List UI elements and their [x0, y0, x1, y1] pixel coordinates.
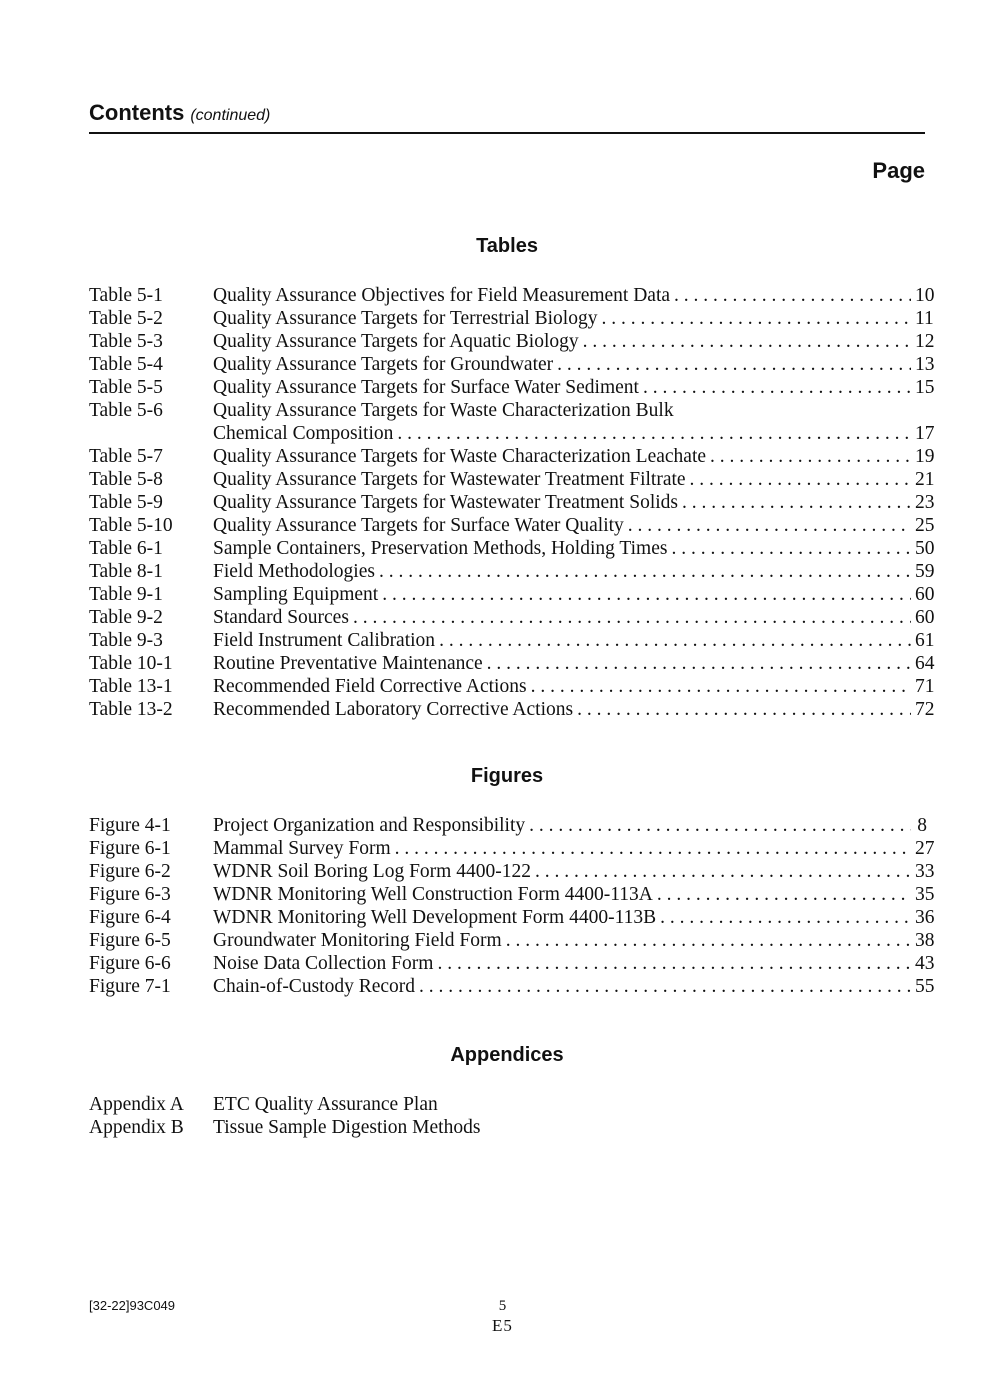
- toc-entry: [89, 652, 935, 675]
- entry-row: [213, 330, 935, 353]
- entry-title: Sample Containers, Preservation Methods, Holding Times: [213, 538, 668, 559]
- entry-page-number: 19: [915, 446, 935, 467]
- entry-row: [213, 606, 935, 629]
- entry-page-number: 36: [915, 907, 935, 928]
- entry-row: [213, 422, 935, 445]
- header-subtitle: (continued): [190, 107, 271, 124]
- page-footer: [0, 1296, 1005, 1336]
- entry-label: Table 5-1: [89, 285, 163, 306]
- entry-title-line1: Quality Assurance Targets for Waste Characterization Bulk: [213, 400, 674, 421]
- entry-page-number: 55: [915, 976, 935, 997]
- dot-leader: [437, 952, 911, 975]
- entry-label: Table 5-9: [89, 492, 163, 513]
- toc-entry: [89, 468, 935, 491]
- entry-row: [213, 906, 935, 929]
- entry-row: [213, 353, 935, 376]
- entry-body: [213, 330, 935, 353]
- entry-title: Quality Assurance Targets for Waste Characterization Leachate: [213, 446, 707, 467]
- dot-leader: [690, 468, 911, 491]
- toc-entry: [89, 837, 935, 860]
- entry-row: [213, 1093, 927, 1116]
- entry-label: Figure 6-2: [89, 861, 171, 882]
- entry-body: [213, 537, 935, 560]
- entry-page-number: 71: [915, 676, 935, 697]
- toc-entry: [89, 307, 934, 330]
- entry-row: [213, 629, 935, 652]
- entry-label: Table 10-1: [89, 653, 173, 674]
- entry-label: Table 8-1: [89, 561, 163, 582]
- dot-leader: [674, 284, 911, 307]
- tables-list: [89, 284, 935, 721]
- entry-title: Recommended Laboratory Corrective Actions: [213, 699, 574, 720]
- entry-label: Table 5-8: [89, 469, 163, 490]
- entry-body: [213, 284, 935, 307]
- dot-leader: [419, 975, 911, 998]
- dot-leader: [660, 906, 911, 929]
- dot-leader: [439, 629, 911, 652]
- entry-body: [213, 376, 935, 399]
- entry-label: Table 13-2: [89, 699, 173, 720]
- toc-entry: [89, 629, 935, 652]
- page-header: [89, 100, 270, 126]
- entry-title: Mammal Survey Form: [213, 838, 391, 859]
- toc-entry: [89, 583, 935, 606]
- entry-page-number: 13: [915, 354, 935, 375]
- entry-label: Table 5-6: [89, 400, 163, 421]
- toc-entry: [89, 860, 935, 883]
- header-rule: [89, 132, 925, 134]
- dot-leader: [671, 537, 911, 560]
- entry-title: WDNR Soil Boring Log Form 4400-122: [213, 861, 531, 882]
- entry-body: [213, 675, 935, 698]
- toc-entry: [89, 906, 935, 929]
- entry-title: Noise Data Collection Form: [213, 953, 434, 974]
- entry-body: [213, 399, 935, 445]
- entry-label: Appendix A: [89, 1094, 184, 1115]
- toc-entry: [89, 491, 935, 514]
- entry-title: Quality Assurance Targets for Aquatic Biology: [213, 331, 579, 352]
- toc-entry: [89, 284, 935, 307]
- figures-list: [89, 814, 935, 998]
- dot-leader: [397, 422, 911, 445]
- toc-entry: [89, 675, 935, 698]
- toc-entry: [89, 1116, 927, 1139]
- entry-body: [213, 445, 935, 468]
- entry-title: Routine Preventative Maintenance: [213, 653, 483, 674]
- entry-label: Table 9-2: [89, 607, 163, 628]
- entry-title: Quality Assurance Targets for Wastewater Treatment Filtrate: [213, 469, 686, 490]
- toc-entry: [89, 399, 935, 445]
- document-code: [32-22]93C049: [89, 1298, 176, 1313]
- appendices-heading: Appendices: [450, 1044, 564, 1066]
- entry-title: Quality Assurance Targets for Groundwater: [213, 354, 554, 375]
- entry-body: [213, 353, 935, 376]
- entry-page-number: 50: [915, 538, 935, 559]
- dot-leader: [395, 837, 911, 860]
- entry-page-number: 23: [915, 492, 935, 513]
- entry-body: [213, 629, 935, 652]
- entry-title: Standard Sources: [213, 607, 349, 628]
- toc-entry: [89, 606, 935, 629]
- dot-leader: [382, 583, 911, 606]
- entry-body: [213, 560, 935, 583]
- entry-body: [213, 814, 927, 837]
- entry-row: [213, 376, 935, 399]
- entry-body: [213, 606, 935, 629]
- entry-title: WDNR Monitoring Well Construction Form 4400-113A: [213, 884, 653, 905]
- entry-label: Table 5-5: [89, 377, 163, 398]
- entry-page-number: 72: [915, 699, 935, 720]
- entry-body: [213, 883, 935, 906]
- entry-body: [213, 698, 935, 721]
- toc-entry: [89, 929, 935, 952]
- entry-page-number: 60: [915, 607, 935, 628]
- entry-row: [213, 1116, 927, 1139]
- dot-leader: [628, 514, 911, 537]
- header-title: Contents: [89, 100, 185, 125]
- entry-label: Table 5-4: [89, 354, 163, 375]
- entry-row: [213, 445, 935, 468]
- dot-leader: [657, 883, 911, 906]
- entry-title: Field Instrument Calibration: [213, 630, 436, 651]
- entry-label: Figure 6-5: [89, 930, 171, 951]
- entry-body: [213, 952, 935, 975]
- dot-leader: [379, 560, 911, 583]
- toc-entry: [89, 952, 935, 975]
- entry-body: [213, 860, 935, 883]
- entry-page-number: 8: [917, 815, 927, 836]
- dot-leader: [529, 814, 911, 837]
- entry-label: Table 9-3: [89, 630, 163, 651]
- entry-title: WDNR Monitoring Well Development Form 4400-113B: [213, 907, 657, 928]
- toc-entry: [89, 975, 935, 998]
- appendices-list: [89, 1093, 927, 1139]
- dot-leader: [557, 353, 911, 376]
- entry-body: [213, 906, 935, 929]
- dot-leader: [682, 491, 911, 514]
- entry-page-number: 35: [915, 884, 935, 905]
- entry-title: Field Methodologies: [213, 561, 375, 582]
- toc-entry: [89, 560, 935, 583]
- entry-page-number: 59: [915, 561, 935, 582]
- toc-entry: [89, 330, 935, 353]
- toc-entry: [89, 537, 935, 560]
- figures-heading: Figures: [470, 765, 544, 787]
- dot-leader: [506, 929, 911, 952]
- entry-title: Groundwater Monitoring Field Form: [213, 930, 502, 951]
- entry-title: Recommended Field Corrective Actions: [213, 676, 527, 697]
- entry-label: Figure 6-6: [89, 953, 171, 974]
- entry-label: Table 5-7: [89, 446, 163, 467]
- toc-entry: [89, 353, 935, 376]
- entry-body: [213, 514, 935, 537]
- dot-leader: [487, 652, 911, 675]
- entry-row: [213, 307, 934, 330]
- entry-label: Table 5-3: [89, 331, 163, 352]
- toc-entry: [89, 1093, 927, 1116]
- entry-body: [213, 652, 935, 675]
- toc-entry: [89, 883, 935, 906]
- entry-body: [213, 1093, 927, 1116]
- entry-row: [213, 929, 935, 952]
- entry-title: Quality Assurance Targets for Surface Water Sediment: [213, 377, 639, 398]
- page-code: E5: [492, 1316, 513, 1335]
- entry-label: Table 5-10: [89, 515, 173, 536]
- entry-page-number: 21: [915, 469, 935, 490]
- entry-page-number: 33: [915, 861, 935, 882]
- entry-page-number: 11: [915, 308, 934, 329]
- entry-label: Table 9-1: [89, 584, 163, 605]
- entry-page-number: 15: [915, 377, 935, 398]
- dot-leader: [601, 307, 911, 330]
- entry-row: [213, 514, 935, 537]
- entry-label: Figure 4-1: [89, 815, 171, 836]
- entry-title: Chain-of-Custody Record: [213, 976, 416, 997]
- entry-row: [213, 860, 935, 883]
- entry-page-number: 60: [915, 584, 935, 605]
- entry-title: Chemical Composition: [213, 423, 394, 444]
- entry-body: [213, 975, 935, 998]
- entry-body: [213, 929, 935, 952]
- page-number: 5: [498, 1298, 507, 1314]
- dot-leader: [577, 698, 911, 721]
- entry-label: Figure 7-1: [89, 976, 171, 997]
- toc-entry: [89, 698, 935, 721]
- entry-body: [213, 491, 935, 514]
- entry-title: Quality Assurance Targets for Wastewater Treatment Solids: [213, 492, 678, 513]
- entry-page-number: 61: [915, 630, 935, 651]
- tables-heading: Tables: [476, 235, 538, 257]
- entry-row: [213, 698, 935, 721]
- entry-page-number: 27: [915, 838, 935, 859]
- entry-title: Sampling Equipment: [213, 584, 379, 605]
- entry-row: [213, 537, 935, 560]
- entry-page-number: 10: [915, 285, 935, 306]
- entry-body: [213, 1116, 927, 1139]
- entry-title: Project Organization and Responsibility: [213, 815, 526, 836]
- entry-row: [213, 837, 935, 860]
- entry-title: Quality Assurance Targets for Terrestrial Biology: [213, 308, 598, 329]
- dot-leader: [353, 606, 911, 629]
- entry-label: Table 13-1: [89, 676, 173, 697]
- entry-row: [213, 675, 935, 698]
- entry-label: Appendix B: [89, 1117, 184, 1138]
- entry-label: Figure 6-3: [89, 884, 171, 905]
- toc-entry: [89, 376, 935, 399]
- entry-body: [213, 583, 935, 606]
- entry-body: [213, 307, 934, 330]
- entry-row: [213, 560, 935, 583]
- entry-page-number: 25: [915, 515, 935, 536]
- entry-row: [213, 814, 927, 837]
- entry-body: [213, 837, 935, 860]
- entry-title: Quality Assurance Objectives for Field Measurement Data: [213, 285, 671, 306]
- entry-row: [213, 491, 935, 514]
- entry-row: [213, 284, 935, 307]
- page-column-label: Page: [872, 158, 925, 183]
- entry-label: Figure 6-1: [89, 838, 171, 859]
- toc-entry: [89, 814, 927, 837]
- entry-title: Tissue Sample Digestion Methods: [213, 1117, 481, 1138]
- toc-entry: [89, 514, 935, 537]
- toc-entry: [89, 445, 935, 468]
- entry-page-number: 17: [915, 423, 935, 444]
- entry-page-number: 43: [915, 953, 935, 974]
- dot-leader: [643, 376, 911, 399]
- entry-row: [213, 952, 935, 975]
- entry-page-number: 12: [915, 331, 935, 352]
- entry-row: [213, 883, 935, 906]
- entry-title: Quality Assurance Targets for Surface Water Quality: [213, 515, 624, 536]
- dot-leader: [710, 445, 911, 468]
- dot-leader: [583, 330, 911, 353]
- entry-row: [213, 468, 935, 491]
- entry-row: [213, 583, 935, 606]
- entry-page-number: 38: [915, 930, 935, 951]
- entry-row: [213, 975, 935, 998]
- entry-title: ETC Quality Assurance Plan: [213, 1094, 438, 1115]
- entry-label: Table 6-1: [89, 538, 163, 559]
- entry-page-number: 64: [915, 653, 935, 674]
- entry-label: Figure 6-4: [89, 907, 171, 928]
- dot-leader: [531, 675, 911, 698]
- entry-row: [213, 652, 935, 675]
- dot-leader: [535, 860, 911, 883]
- entry-body: [213, 468, 935, 491]
- entry-label: Table 5-2: [89, 308, 163, 329]
